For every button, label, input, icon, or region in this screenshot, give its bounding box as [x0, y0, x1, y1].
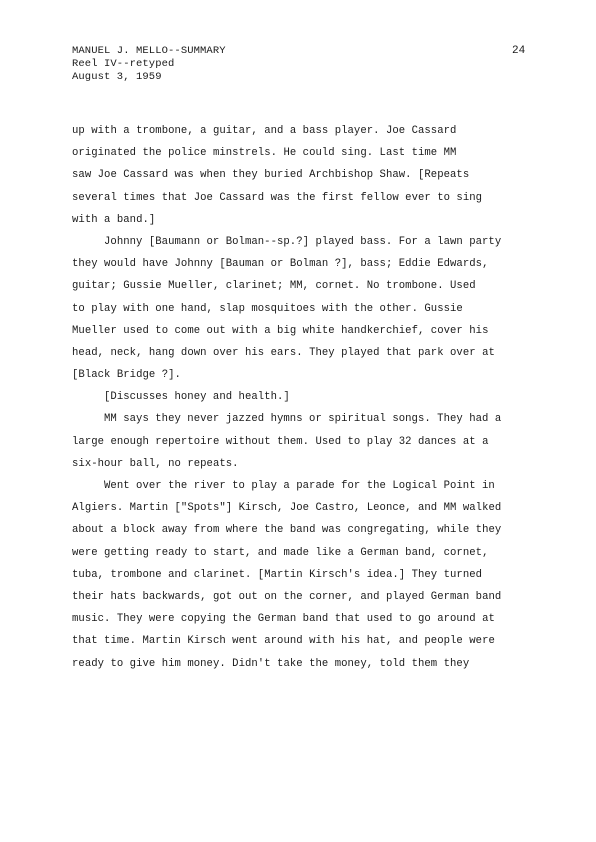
text-line: several times that Joe Cassard was the first fellow ever to sing: [72, 191, 483, 204]
text-line: MM says they never jazzed hymns or spiritual songs. They had a: [104, 413, 502, 426]
paragraph: [72, 408, 552, 475]
text-line: were getting ready to start, and made like a German band, cornet,: [72, 546, 489, 559]
text-line: Algiers. Martin ["Spots"] Kirsch, Joe Castro, Leonce, and MM walked: [72, 502, 502, 515]
reel-label: Reel IV--retyped: [72, 58, 175, 70]
text-line: Went over the river to play a parade for the Logical Point in: [104, 480, 495, 492]
text-line: ready to give him money. Didn't take the money, told them they: [72, 657, 470, 670]
document-title: MANUEL J. MELLO--SUMMARY: [72, 45, 226, 57]
text-line: that time. Martin Kirsch went around with his hat, and people were: [72, 635, 495, 648]
document-header: [72, 45, 226, 84]
text-line: their hats backwards, got out on the corner, and played German band: [72, 590, 502, 603]
text-line: saw Joe Cassard was when they buried Archbishop Shaw. [Repeats: [72, 169, 470, 182]
page-number: 24: [512, 45, 526, 57]
text-line: head, neck, hang down over his ears. They played that park over at: [72, 346, 495, 359]
text-line: Johnny [Baumann or Bolman--sp.?] played bass. For a lawn party: [104, 235, 502, 248]
text-line: with a band.]: [72, 213, 156, 226]
text-line: [Discusses honey and health.]: [104, 391, 290, 404]
document-date: August 3, 1959: [72, 71, 162, 83]
text-line: tuba, trombone and clarinet. [Martin Kirsch's idea.] They turned: [72, 568, 483, 581]
text-line: they would have Johnny [Bauman or Bolman ?], bass; Eddie Edwards,: [72, 258, 489, 271]
paragraph: [72, 386, 552, 408]
text-line: large enough repertoire without them. Used to play 32 dances at a: [72, 435, 489, 448]
text-line: Mueller used to come out with a big white handkerchief, cover his: [72, 324, 489, 337]
text-line: up with a trombone, a guitar, and a bass player. Joe Cassard: [72, 125, 457, 137]
text-line: guitar; Gussie Mueller, clarinet; MM, cornet. No trombone. Used: [72, 280, 476, 293]
paragraph: [72, 231, 552, 386]
text-line: music. They were copying the German band that used to go around at: [72, 613, 495, 626]
text-line: six-hour ball, no repeats.: [72, 457, 239, 470]
paragraph: [72, 475, 552, 675]
paragraph: [72, 120, 552, 231]
text-line: about a block away from where the band was congregating, while they: [72, 524, 502, 537]
document-body: [72, 120, 552, 675]
text-line: [Black Bridge ?].: [72, 369, 181, 382]
text-line: to play with one hand, slap mosquitoes with the other. Gussie: [72, 302, 463, 315]
text-line: originated the police minstrels. He could sing. Last time MM: [72, 147, 457, 160]
